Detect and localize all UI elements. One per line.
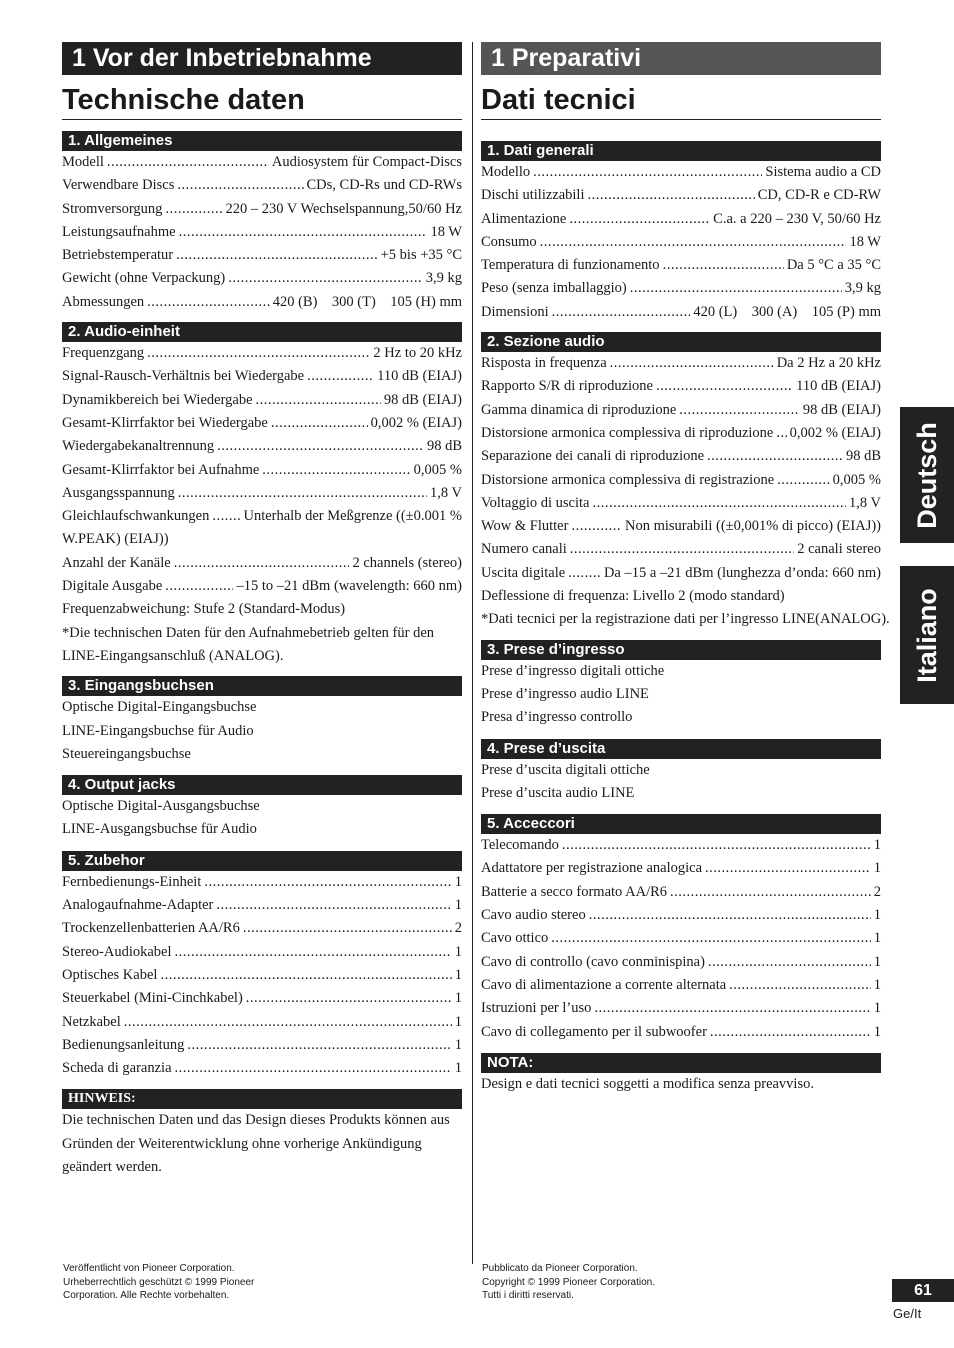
- spec-row: Gesamt-Klirrfaktor bei Aufnahme ..... 0,005 %: [62, 459, 462, 482]
- spec-row: Stereo-Audiokabel ..... 1: [62, 941, 462, 964]
- spec-row: Wow & Flutter ..... Non misurabili ((±0,001% di picco) (EIAJ)): [481, 515, 881, 538]
- spec-row: Uscita digitale ..... Da –15 a –21 dBm (lunghezza d’onda: 660 nm): [481, 562, 881, 585]
- frequency-deviation: Frequenzabweichung: Stufe 2 (Standard-Modus): [62, 601, 346, 618]
- list-item: LINE-Eingangsbuchse für Audio: [62, 722, 254, 739]
- spec-row: Digitale Ausgabe ..... –15 to –21 dBm (wavelength: 660 nm): [62, 575, 462, 598]
- spec-row: Dischi utilizzabili ..... CD, CD-R e CD-RW: [481, 184, 881, 207]
- list-item: Optische Digital-Eingangsbuchse: [62, 699, 257, 716]
- spec-row: Consumo ..... 18 W: [481, 231, 881, 254]
- chapter-heading: 1 Vor der Inbetriebnahme: [62, 42, 462, 75]
- spec-row: Separazione dei canali di riproduzione ..... 98 dB: [481, 445, 881, 468]
- spec-row: Ausgangsspannung ..... 1,8 V: [62, 482, 462, 505]
- spec-row: Cavo di alimentazione a corrente alternata ..... 1: [481, 974, 881, 997]
- spec-row: Verwendbare Discs ..... CDs, CD-Rs und CD-RWs: [62, 174, 462, 197]
- spec-row: Wiedergabekanaltrennung ..... 98 dB: [62, 435, 462, 458]
- section-heading-inputs: 3. Eingangsbuchsen: [62, 676, 462, 696]
- footer-publisher-it: Pubblicato da Pioneer Corporation. Copyright © 1999 Pioneer Corporation. Tutti i diritti reservati.: [482, 1263, 656, 1301]
- spec-row: Peso (senza imballaggio) ..... 3,9 kg: [481, 277, 881, 300]
- spec-row: Abmessungen ..... 420 (B) 300 (T) 105 (H) mm: [62, 291, 462, 314]
- spec-row: Adattatore per registrazione analogica ..... 1: [481, 857, 881, 880]
- section-heading-outputs: 4. Output jacks: [62, 775, 462, 795]
- section-heading-general: 1. Allgemeines: [62, 131, 462, 151]
- notice-heading: NOTA:: [481, 1053, 881, 1073]
- recording-note: *Die technischen Daten für den Aufnahmebetrieb gelten für den LINE-Eingangsanschluß (ANALOG).: [62, 624, 435, 664]
- spec-row: Numero canali ..... 2 canali stereo: [481, 538, 881, 561]
- notice-heading: HINWEIS:: [62, 1089, 462, 1109]
- spec-list-general: [481, 161, 881, 324]
- spec-row: Modello ..... Sistema audio a CD: [481, 161, 881, 184]
- list-item: Optische Digital-Ausgangsbuchse: [62, 798, 260, 815]
- column-divider: [472, 42, 473, 1264]
- notice-text: Die technischen Daten und das Design dieses Produkts können aus Gründen der Weiterentwicklung ohne vorherige Ankündigung geändert werden.: [62, 1112, 450, 1175]
- spec-row: Trockenzellenbatterien AA/R6 ..... 2: [62, 917, 462, 940]
- frequency-deviation: Deflessione di frequenza: Livello 2 (modo standard): [481, 588, 785, 605]
- section-heading-audio: 2. Audio-einheit: [62, 322, 462, 342]
- spec-row: Distorsione armonica complessiva di riproduzione ..... 0,002 % (EIAJ): [481, 422, 881, 445]
- spec-list-audio: [62, 342, 462, 668]
- output-jacks-list: [62, 795, 462, 842]
- spec-row: Scheda di garanzia ..... 1: [62, 1057, 462, 1080]
- language-tab-italiano: Italiano: [900, 566, 954, 704]
- spec-row: Steuerkabel (Mini-Cinchkabel) ..... 1: [62, 987, 462, 1010]
- spec-row: Distorsione armonica complessiva di registrazione ..... 0,005 %: [481, 469, 881, 492]
- spec-row: Stromversorgung ..... 220 – 230 V Wechselspannung,50/60 Hz: [62, 198, 462, 221]
- output-jacks-list: [481, 759, 881, 806]
- spec-row: Betriebstemperatur ..... +5 bis +35 °C: [62, 244, 462, 267]
- accessories-list: [481, 834, 881, 1044]
- spec-row: Netzkabel ..... 1: [62, 1011, 462, 1034]
- section-heading-accessories: 5. Acceccori: [481, 814, 881, 834]
- language-code: Ge/It: [893, 1306, 922, 1321]
- spec-row: Risposta in frequenza ..... Da 2 Hz a 20 kHz: [481, 352, 881, 375]
- notice-text: Design e dati tecnici soggetti a modifica senza preavviso.: [481, 1075, 814, 1092]
- list-item: Steuereingangsbuchse: [62, 745, 191, 762]
- recording-note: *Dati tecnici per la registrazione dati per l’ingresso LINE(ANALOG).: [481, 611, 890, 628]
- spec-row: Frequenzgang ..... 2 Hz to 20 kHz: [62, 342, 462, 365]
- spec-row: Cavo audio stereo ..... 1: [481, 904, 881, 927]
- input-jacks-list: [62, 696, 462, 766]
- spec-row: Leistungsaufnahme ..... 18 W: [62, 221, 462, 244]
- spec-row: Voltaggio di uscita ..... 1,8 V: [481, 492, 881, 515]
- spec-row: Temperatura di funzionamento ..... Da 5 °C a 35 °C: [481, 254, 881, 277]
- spec-row: Signal-Rausch-Verhältnis bei Wiedergabe ..... 110 dB (EIAJ): [62, 365, 462, 388]
- spec-row: Gesamt-Klirrfaktor bei Wiedergabe ..... 0,002 % (EIAJ): [62, 412, 462, 435]
- spec-row: Gewicht (ohne Verpackung) ..... 3,9 kg: [62, 267, 462, 290]
- footer-publisher-de: Veröffentlicht von Pioneer Corporation. Urheberrechtlich geschützt © 1999 Pioneer Corporation. Alle Rechte vorbehalten.: [63, 1263, 255, 1301]
- spec-row: Gleichlaufschwankungen ..... Unterhalb der Meßgrenze ((±0.001 %: [62, 505, 462, 528]
- accessories-list: [62, 871, 462, 1081]
- italian-column: [481, 42, 890, 1096]
- spec-row-continuation: W.PEAK) (EIAJ)): [62, 531, 169, 548]
- section-heading-inputs: 3. Prese d’ingresso: [481, 640, 881, 660]
- german-column: [62, 42, 462, 1179]
- list-item: Presa d’ingresso controllo: [481, 709, 633, 726]
- page-title: Technische daten: [62, 83, 462, 120]
- list-item: Prese d’ingresso digitali ottiche: [481, 662, 665, 679]
- spec-row: Rapporto S/R di riproduzione ..... 110 dB (EIAJ): [481, 375, 881, 398]
- section-heading-audio: 2. Sezione audio: [481, 332, 881, 352]
- section-heading-accessories: 5. Zubehor: [62, 851, 462, 871]
- spec-list-audio: [481, 352, 890, 632]
- spec-row: Gamma dinamica di riproduzione ..... 98 dB (EIAJ): [481, 399, 881, 422]
- spec-row: Dimensioni ..... 420 (L) 300 (A) 105 (P) mm: [481, 301, 881, 324]
- spec-row: Batterie a secco formato AA/R6 ..... 2: [481, 881, 881, 904]
- spec-list-general: [62, 151, 462, 314]
- spec-row: Analogaufnahme-Adapter ..... 1: [62, 894, 462, 917]
- spec-row: Cavo di controllo (cavo conminispina) ..... 1: [481, 951, 881, 974]
- spec-row: Modell ..... Audiosystem für Compact-Discs: [62, 151, 462, 174]
- section-heading-general: 1. Dati generali: [481, 141, 881, 161]
- list-item: Prese d’uscita audio LINE: [481, 784, 635, 801]
- spec-row: Cavo ottico ..... 1: [481, 927, 881, 950]
- spec-row: Cavo di collegamento per il subwoofer ..... 1: [481, 1021, 881, 1044]
- page-number: 61: [892, 1279, 954, 1302]
- spec-row: Optisches Kabel ..... 1: [62, 964, 462, 987]
- spec-row: Fernbedienungs-Einheit ..... 1: [62, 871, 462, 894]
- list-item: LINE-Ausgangsbuchse für Audio: [62, 821, 257, 838]
- page-title: Dati tecnici: [481, 83, 881, 120]
- spec-row: Istruzioni per l’uso ..... 1: [481, 997, 881, 1020]
- section-heading-outputs: 4. Prese d’uscita: [481, 739, 881, 759]
- spec-row: Bedienungsanleitung ..... 1: [62, 1034, 462, 1057]
- input-jacks-list: [481, 660, 881, 730]
- list-item: Prese d’ingresso audio LINE: [481, 685, 649, 702]
- spec-row: Dynamikbereich bei Wiedergabe ..... 98 dB (EIAJ): [62, 389, 462, 412]
- language-tab-deutsch: Deutsch: [900, 407, 954, 543]
- spec-row: Telecomando ..... 1: [481, 834, 881, 857]
- spec-row: Anzahl der Kanäle ..... 2 channels (stereo): [62, 552, 462, 575]
- chapter-heading: 1 Preparativi: [481, 42, 881, 75]
- spec-row: Alimentazione ..... C.a. a 220 – 230 V, 50/60 Hz: [481, 208, 881, 231]
- list-item: Prese d’uscita digitali ottiche: [481, 761, 650, 778]
